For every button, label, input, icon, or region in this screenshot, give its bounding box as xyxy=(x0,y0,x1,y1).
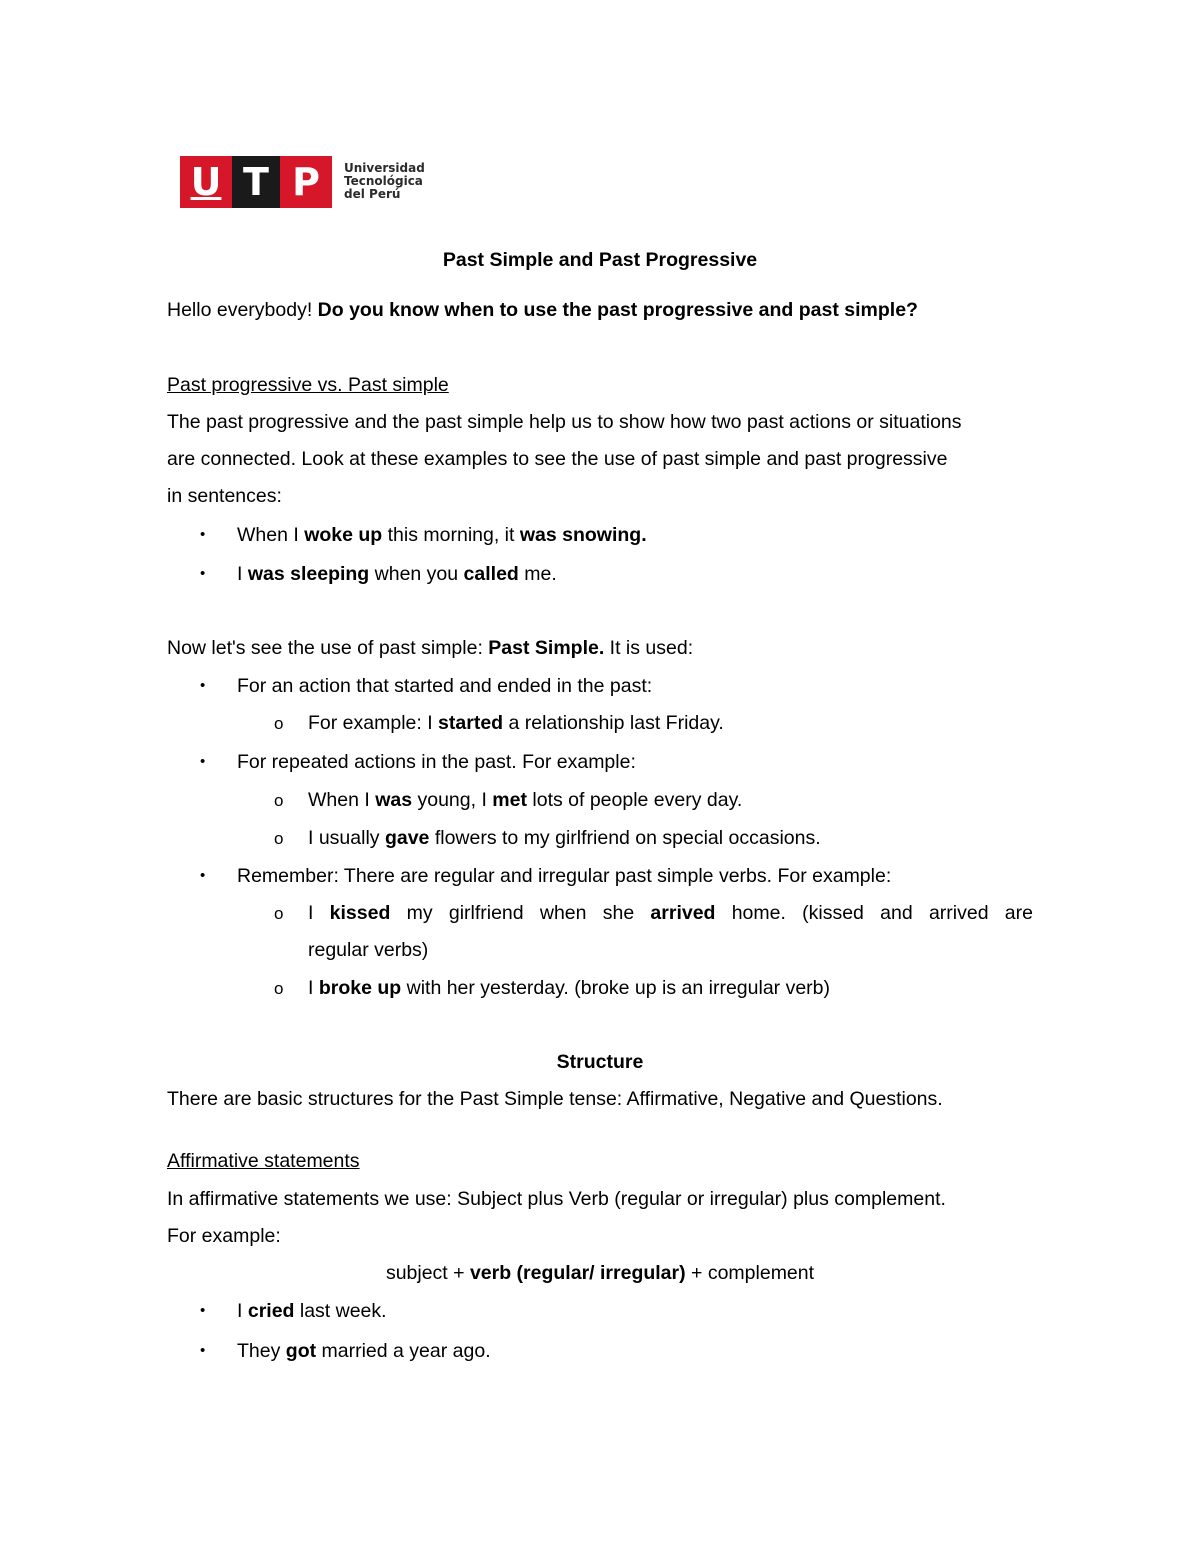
intro-question: Do you know when to use the past progressive and past simple? xyxy=(317,299,918,321)
sub-bullet-marker: o xyxy=(274,791,284,810)
example-bullet: When I woke up this morning, it was snowing. xyxy=(237,524,647,546)
sub-bullet-marker: o xyxy=(274,829,284,848)
section1-paragraph-line: are connected. Look at these examples to see the use of past simple and past progressive xyxy=(167,448,948,470)
usage-bullet: Remember: There are regular and irregular past simple verbs. For example: xyxy=(237,865,892,887)
intro-greeting: Hello everybody! xyxy=(167,299,318,321)
bullet-marker: • xyxy=(200,677,206,694)
intro-line xyxy=(167,296,1033,324)
logo-letter-u: U xyxy=(180,156,232,208)
affirmative-example: They got married a year ago. xyxy=(237,1340,491,1362)
bullet-marker: • xyxy=(200,753,206,770)
utp-logo xyxy=(180,156,425,208)
usage-sub-bullet: I usually gave flowers to my girlfriend on special occasions. xyxy=(308,827,821,849)
logo-letter-t: T xyxy=(232,156,280,208)
affirmative-text-line: In affirmative statements we use: Subject plus Verb (regular or irregular) plus complement. xyxy=(167,1188,946,1210)
structure-heading: Structure xyxy=(556,1051,644,1073)
bullet-marker: • xyxy=(200,867,206,884)
logo-university-name xyxy=(344,162,425,201)
affirmative-text-line: For example: xyxy=(167,1225,281,1247)
section2-intro: Now let's see the use of past simple: Past Simple. It is used: xyxy=(167,637,694,659)
usage-sub-bullet: When I was young, I met lots of people every day. xyxy=(308,789,743,811)
logo-letter-p: P xyxy=(280,156,332,208)
logo-name-line: Tecnológica xyxy=(344,174,423,188)
example-bullet: I was sleeping when you called me. xyxy=(237,563,557,585)
section1-paragraph-line: in sentences: xyxy=(167,485,282,507)
logo-name-line: Universidad xyxy=(344,161,425,175)
sub-bullet-marker: o xyxy=(274,979,284,998)
structure-text: There are basic structures for the Past Simple tense: Affirmative, Negative and Questions. xyxy=(167,1088,943,1110)
usage-bullet: For repeated actions in the past. For example: xyxy=(237,751,636,773)
affirmative-example: I cried last week. xyxy=(237,1300,387,1322)
bullet-marker: • xyxy=(200,1302,206,1319)
usage-sub-bullet: I broke up with her yesterday. (broke up is an irregular verb) xyxy=(308,977,831,999)
justified-line: I kissed my girlfriend when she arrived home. (kissed and arrived are xyxy=(308,902,1033,924)
bullet-marker: • xyxy=(200,1342,206,1359)
page-title: Past Simple and Past Progressive xyxy=(442,249,758,271)
bullet-marker: • xyxy=(200,565,206,582)
affirmative-formula: subject + verb (regular/ irregular) + complement xyxy=(385,1262,815,1284)
bullet-marker: • xyxy=(200,526,206,543)
usage-sub-bullet xyxy=(308,899,1033,927)
section1-paragraph-line: The past progressive and the past simple help us to show how two past actions or situations xyxy=(167,411,962,433)
usage-sub-bullet: For example: I started a relationship last Friday. xyxy=(308,712,724,734)
usage-sub-bullet-continuation: regular verbs) xyxy=(308,939,429,961)
section1-heading: Past progressive vs. Past simple xyxy=(167,374,449,396)
usage-bullet: For an action that started and ended in the past: xyxy=(237,675,653,697)
logo-name-line: del Perú xyxy=(344,187,401,201)
sub-bullet-marker: o xyxy=(274,904,284,923)
sub-bullet-marker: o xyxy=(274,714,284,733)
affirmative-heading: Affirmative statements xyxy=(167,1150,360,1172)
